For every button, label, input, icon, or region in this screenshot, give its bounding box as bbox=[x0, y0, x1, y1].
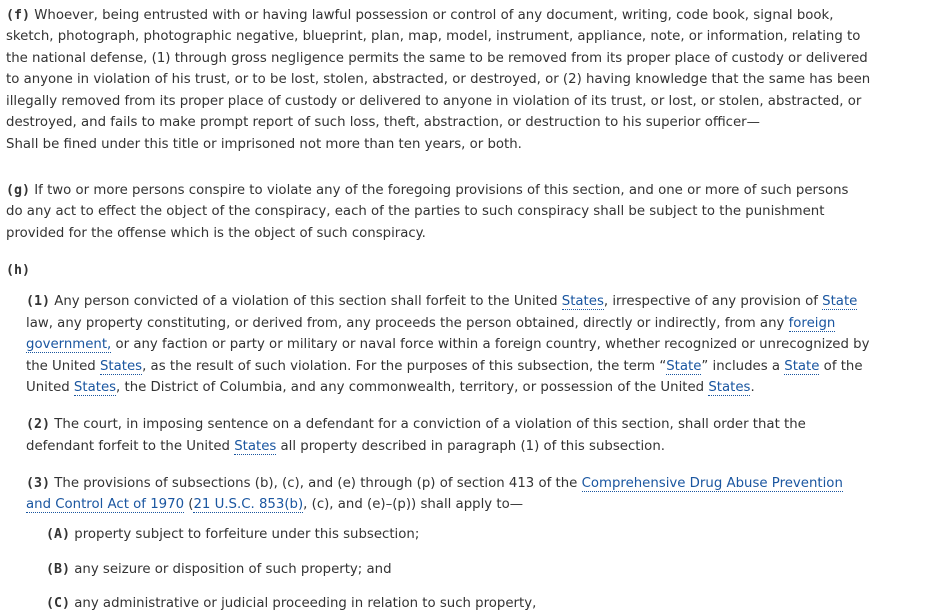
subsection-f-line: sketch, photograph, photographic negative, blueprint, plan, map, model, instrument, appliance, note, or information, relating to bbox=[6, 29, 861, 44]
definition-link-states[interactable]: States bbox=[561, 294, 604, 309]
paragraph-line bbox=[26, 334, 869, 355]
body-text: Whoever, being entrusted with or having lawful possession or control of any document, writing, code book, signal book, bbox=[34, 8, 834, 23]
body-text: , as the result of such violation. For the purposes of this subsection, the term “ bbox=[142, 359, 667, 374]
body-text: ( bbox=[184, 497, 194, 512]
definition-link-state[interactable]: State bbox=[666, 359, 702, 374]
subparagraph-marker: (B) bbox=[46, 562, 71, 577]
definition-link-states[interactable]: States bbox=[234, 439, 277, 454]
body-text: the United bbox=[26, 359, 100, 374]
body-text: , irrespective of any provision of bbox=[603, 294, 823, 309]
definition-link-foreign-government[interactable]: foreign bbox=[788, 316, 836, 331]
usc-link-21-853b[interactable]: 21 U.S.C. 853(b) bbox=[193, 497, 304, 512]
subparagraph-B bbox=[46, 559, 392, 580]
body-text: ” includes a bbox=[701, 359, 785, 374]
body-text: , the District of Columbia, and any commonwealth, territory, or possession of the United bbox=[116, 380, 709, 395]
paragraph-line bbox=[26, 473, 843, 494]
subparagraph-C bbox=[46, 593, 536, 614]
body-text: If two or more persons conspire to violate any of the foregoing provisions of this section, and one or more of such persons bbox=[34, 183, 849, 198]
subsection-marker: (g) bbox=[6, 183, 31, 198]
body-text: United bbox=[26, 380, 74, 395]
body-text: any administrative or judicial proceeding in relation to such property, bbox=[74, 596, 537, 611]
subsection-f-line bbox=[6, 5, 833, 26]
body-text: all property described in paragraph (1) of this subsection. bbox=[276, 439, 665, 454]
subparagraph-marker: (C) bbox=[46, 596, 71, 611]
paragraph-line bbox=[26, 414, 806, 435]
paragraph-line bbox=[26, 313, 835, 334]
definition-link-foreign-government[interactable]: government, bbox=[26, 337, 112, 352]
body-text: . bbox=[750, 380, 755, 395]
definition-link-states[interactable]: States bbox=[73, 380, 117, 395]
paragraph-marker: (1) bbox=[26, 294, 51, 309]
subsection-f-line: to anyone in violation of his trust, or to be lost, stolen, abstracted, or destroyed, or (2) having knowledge that the same has been bbox=[6, 72, 871, 87]
definition-link-state[interactable]: State bbox=[822, 294, 858, 309]
subsection-f-line: destroyed, and fails to make prompt report of such loss, theft, abstraction, or destruction to his superior officer— bbox=[6, 115, 760, 130]
body-text: property subject to forfeiture under this subsection; bbox=[74, 527, 420, 542]
subparagraph-A bbox=[46, 524, 419, 545]
definition-link-states[interactable]: States bbox=[708, 380, 751, 395]
body-text: The court, in imposing sentence on a defendant for a conviction of a violation of this section, shall order that the bbox=[54, 417, 806, 432]
body-text: , (c), and (e)–(p)) shall apply to— bbox=[303, 497, 524, 512]
subsection-g-line: do any act to effect the object of the conspiracy, each of the parties to such conspiracy shall be subject to the punishment bbox=[6, 204, 825, 219]
body-text: law, any property constituting, or derived from, any proceeds the person obtained, directly or indirectly, from any bbox=[26, 316, 789, 331]
body-text: defendant forfeit to the United bbox=[26, 439, 235, 454]
subsection-f-line: Shall be fined under this title or imprisoned not more than ten years, or both. bbox=[6, 137, 522, 152]
act-link-comprehensive-drug-abuse[interactable]: and Control Act of 1970 bbox=[26, 497, 185, 512]
subsection-marker: (h) bbox=[6, 263, 31, 278]
subparagraph-marker: (A) bbox=[46, 527, 71, 542]
act-link-comprehensive-drug-abuse[interactable]: Comprehensive Drug Abuse Prevention bbox=[581, 476, 843, 491]
subsection-h-heading bbox=[6, 260, 30, 281]
paragraph-line bbox=[26, 436, 665, 457]
paragraph-line bbox=[26, 377, 755, 398]
subsection-f-line: illegally removed from its proper place of custody or delivered to anyone in violation of its trust, or lost, or stolen, abstracted, or bbox=[6, 94, 862, 109]
body-text: or any faction or party or military or naval force within a foreign country, whether recognized or unrecognized by bbox=[111, 337, 870, 352]
paragraph-line bbox=[26, 356, 863, 377]
definition-link-states[interactable]: States bbox=[99, 359, 143, 374]
subsection-marker: (f) bbox=[6, 8, 31, 23]
subsection-f-line: the national defense, (1) through gross negligence permits the same to be removed from its proper place of custody or delivered bbox=[6, 51, 868, 66]
body-text: any seizure or disposition of such property; and bbox=[74, 562, 392, 577]
subsection-g-line: provided for the offense which is the object of such conspiracy. bbox=[6, 226, 426, 241]
body-text: Any person convicted of a violation of this section shall forfeit to the United bbox=[54, 294, 562, 309]
definition-link-state[interactable]: State bbox=[784, 359, 820, 374]
paragraph-line bbox=[26, 291, 857, 312]
body-text: of the bbox=[819, 359, 863, 374]
paragraph-marker: (3) bbox=[26, 476, 51, 491]
paragraph-line bbox=[26, 494, 523, 515]
body-text: The provisions of subsections (b), (c), and (e) through (p) of section 413 of the bbox=[54, 476, 582, 491]
subsection-g-line bbox=[6, 180, 848, 201]
paragraph-marker: (2) bbox=[26, 417, 51, 432]
